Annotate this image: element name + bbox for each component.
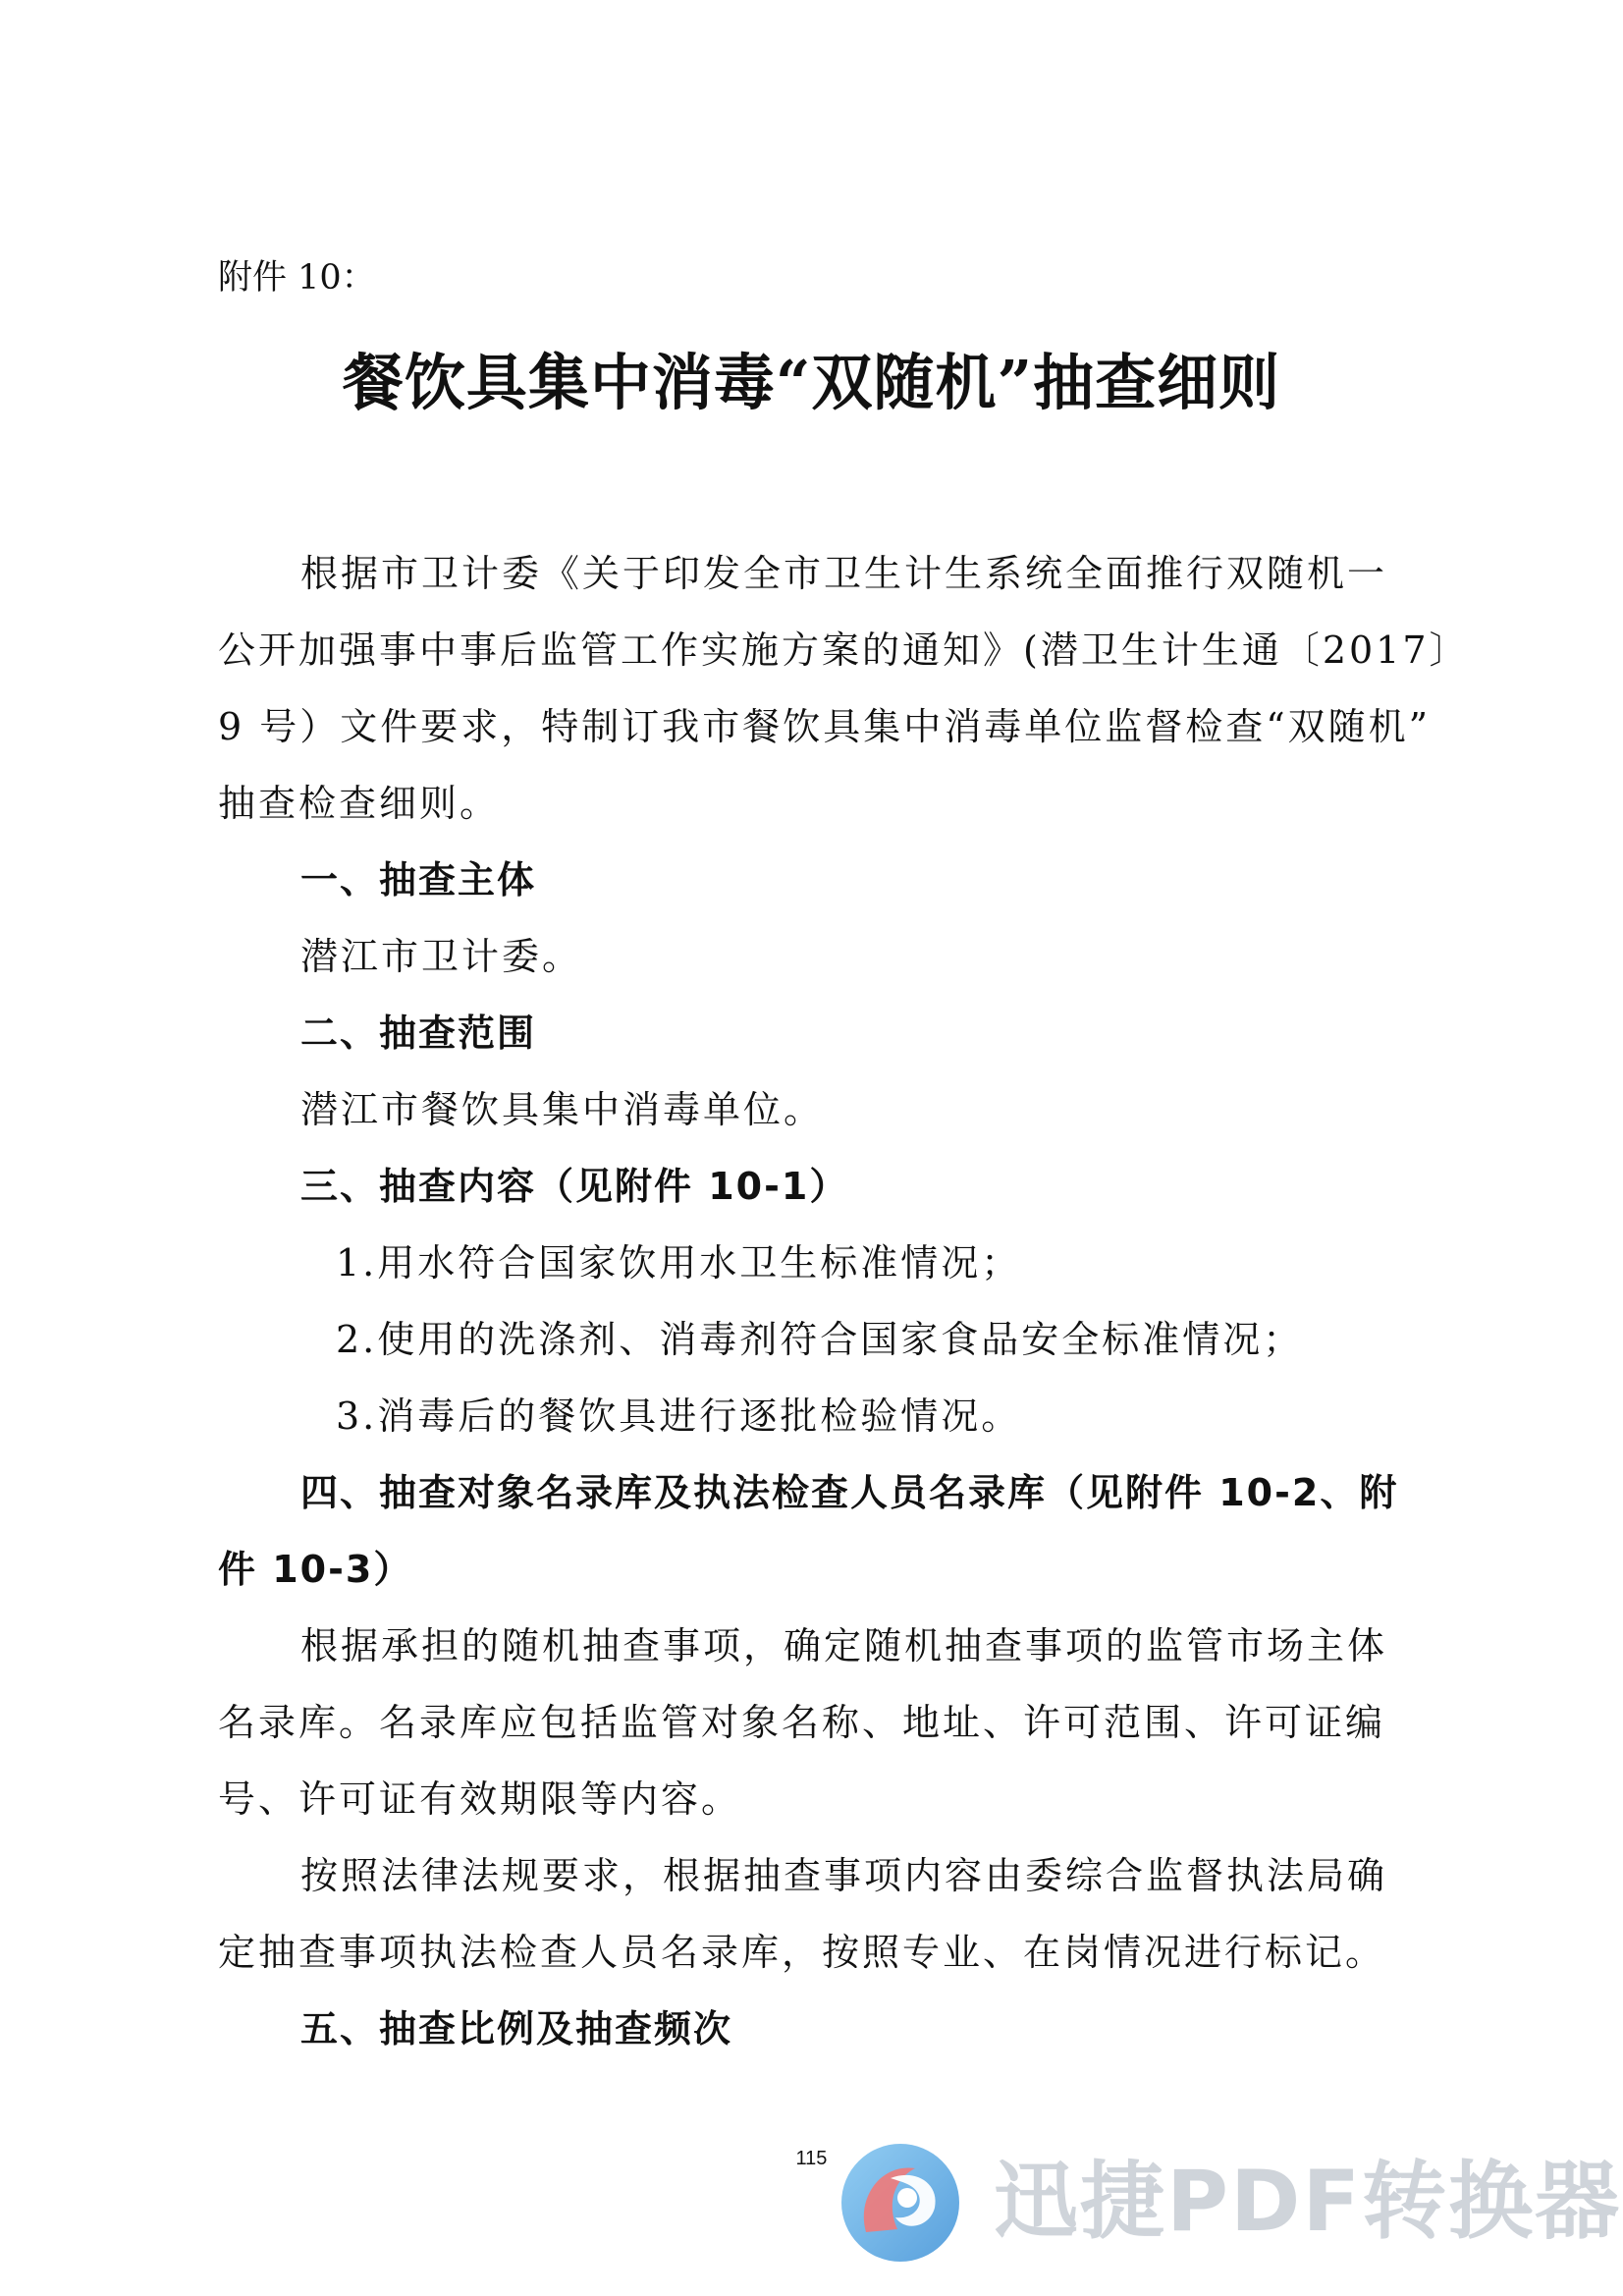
section-heading-directory-cont: 件 10-3） <box>218 1548 413 1591</box>
intro-line: 根据市卫计委《关于印发全市卫生计生系统全面推行双随机一 <box>300 552 1388 595</box>
pdf-converter-logo-icon <box>837 2139 964 2267</box>
inspector-paragraph-line: 定抽查事项执法检查人员名录库，按照专业、在岗情况进行标记。 <box>218 1931 1386 1974</box>
section-heading-content: 三、抽查内容（见附件 10-1） <box>300 1165 849 1208</box>
document-title: 餐饮具集中消毒“双随机”抽查细则 <box>342 347 1281 418</box>
attachment-label: 附件 10： <box>218 258 376 298</box>
content-list-item: 2.使用的洗涤剂、消毒剂符合国家食品安全标准情况； <box>336 1318 1304 1361</box>
page-number: 115 <box>795 2148 828 2169</box>
section-heading-subject: 一、抽查主体 <box>300 858 537 902</box>
directory-paragraph-line: 根据承担的随机抽查事项，确定随机抽查事项的监管市场主体 <box>300 1624 1388 1667</box>
directory-paragraph-line: 名录库。名录库应包括监管对象名称、地址、许可范围、许可证编 <box>218 1701 1386 1744</box>
section-heading-scope: 二、抽查范围 <box>300 1011 537 1055</box>
section-heading-ratio: 五、抽查比例及抽查频次 <box>300 2007 733 2050</box>
content-list-item: 3.消毒后的餐饮具进行逐批检验情况。 <box>336 1394 1022 1438</box>
section-text-subject: 潜江市卫计委。 <box>300 935 583 978</box>
intro-line: 抽查检查细则。 <box>218 782 501 825</box>
directory-paragraph-line: 号、许可证有效期限等内容。 <box>218 1777 742 1821</box>
document-body <box>218 535 1470 2067</box>
watermark-text: 迅捷PDF转换器 <box>994 2153 1622 2251</box>
intro-line: 公开加强事中事后监管工作实施方案的通知》(潜卫生计生通〔2017〕 <box>218 629 1470 672</box>
intro-line: 9 号）文件要求，特制订我市餐饮具集中消毒单位监督检查“双随机” <box>218 705 1432 748</box>
section-heading-directory: 四、抽查对象名录库及执法检查人员名录库（见附件 10-2、附 <box>300 1471 1399 1514</box>
watermark <box>837 2139 1622 2267</box>
section-text-scope: 潜江市餐饮具集中消毒单位。 <box>300 1088 825 1131</box>
content-list-item: 1.用水符合国家饮用水卫生标准情况； <box>336 1241 1022 1285</box>
inspector-paragraph-line: 按照法律法规要求，根据抽查事项内容由委综合监督执法局确 <box>300 1854 1388 1897</box>
